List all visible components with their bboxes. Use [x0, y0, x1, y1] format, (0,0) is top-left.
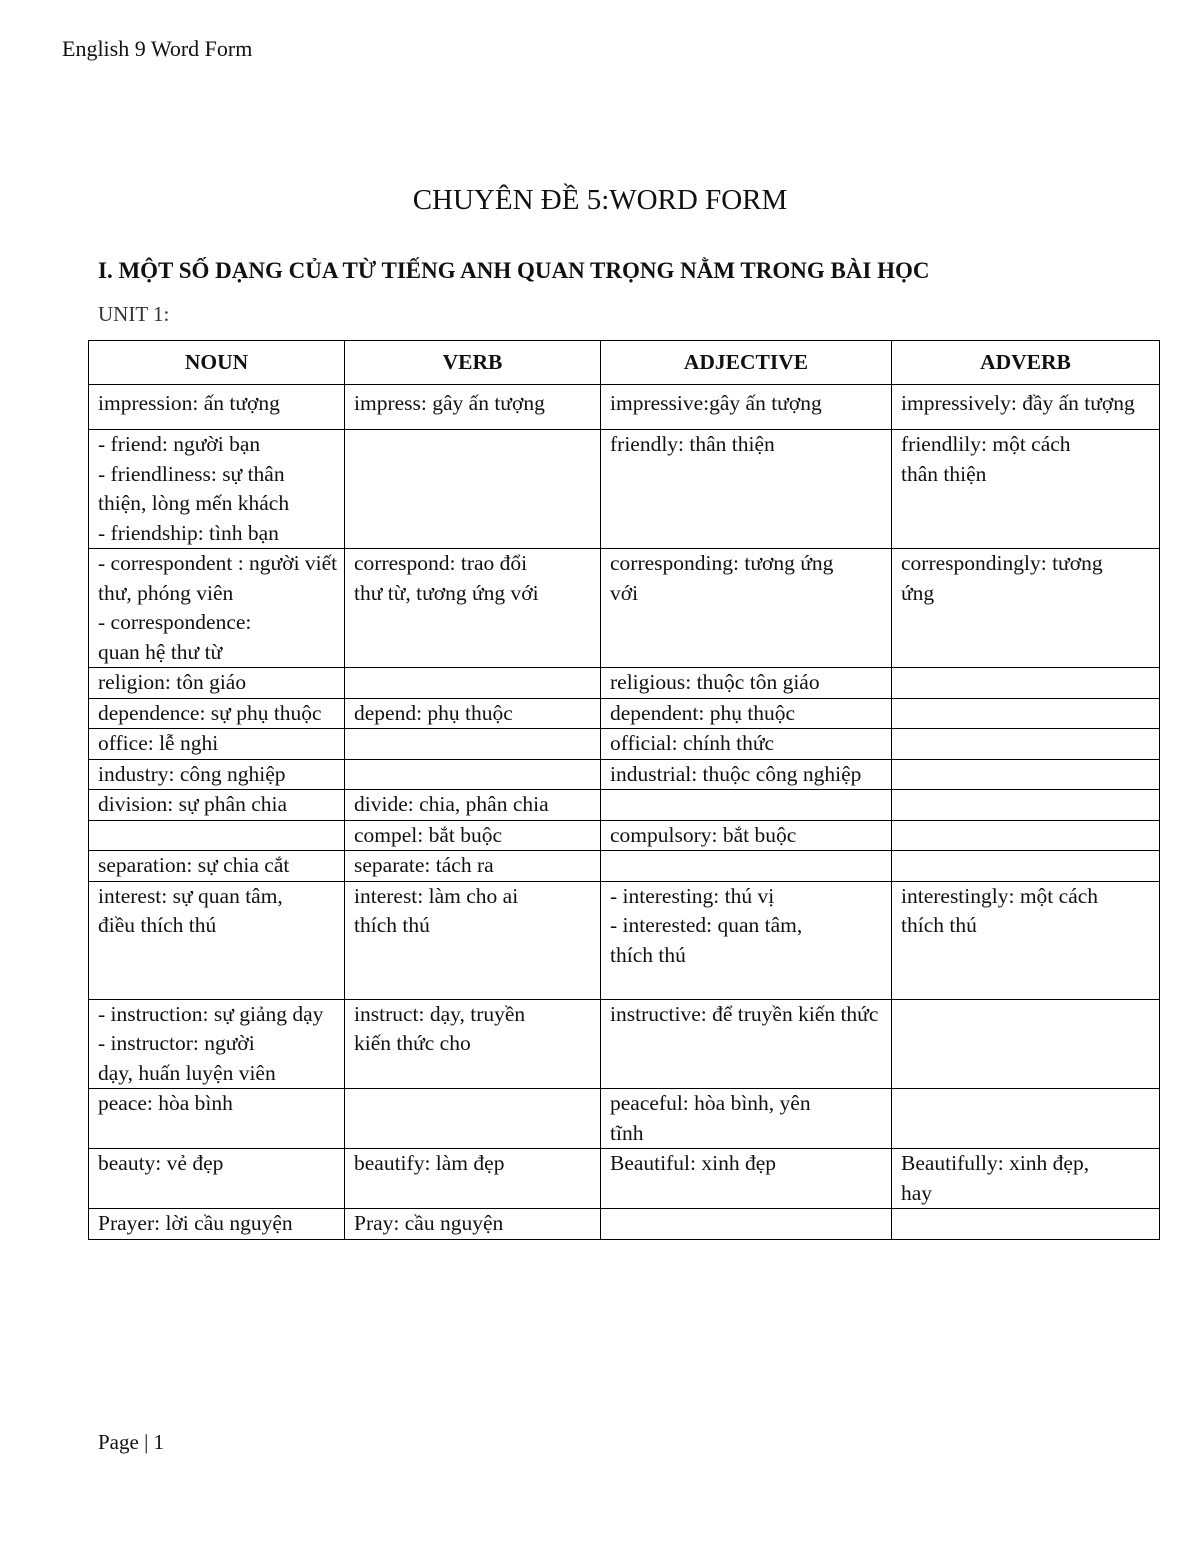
- cell-noun: [89, 759, 345, 790]
- running-header: English 9 Word Form: [62, 36, 253, 61]
- cell-verb: [345, 820, 601, 851]
- cell-adjective: [601, 820, 892, 851]
- table-row: [89, 1209, 1160, 1240]
- cell-line: friendlily: một cách: [901, 432, 1071, 456]
- cell-adjective: [601, 668, 892, 699]
- cell-noun: [89, 1209, 345, 1240]
- cell-verb: [345, 881, 601, 999]
- cell-line: interest: làm cho ai: [354, 883, 519, 908]
- cell-line: điều thích thú: [98, 913, 217, 937]
- table-row: [89, 790, 1160, 821]
- cell-noun: [89, 729, 345, 760]
- cell-adverb: [892, 1089, 1160, 1149]
- cell-noun: [89, 1149, 345, 1209]
- cell-line: - friendship: tình bạn: [98, 520, 279, 545]
- cell-line: dạy, huấn luyện viên: [98, 1060, 276, 1085]
- cell-line: correspondingly: tương: [901, 551, 1103, 575]
- cell-line: industrial: thuộc công nghiệp: [610, 761, 862, 786]
- cell-noun: [89, 549, 345, 668]
- cell-line: separate: tách ra: [354, 853, 494, 877]
- cell-line: Beautiful: xinh đẹp: [610, 1151, 776, 1175]
- table-row: [89, 698, 1160, 729]
- cell-line: - friend: người bạn: [98, 432, 261, 456]
- cell-line: thích thú: [610, 942, 686, 967]
- cell-line: industry: công nghiệp: [98, 761, 286, 786]
- cell-line: impressive:gây ấn tượng: [610, 391, 822, 415]
- cell-verb: [345, 668, 601, 699]
- unit-label: UNIT 1:: [98, 302, 170, 326]
- cell-noun: [89, 668, 345, 699]
- page-number: Page | 1: [98, 1430, 165, 1454]
- table-row: [89, 385, 1160, 430]
- cell-line: quan hệ thư từ: [98, 639, 223, 664]
- cell-line: friendly: thân thiện: [610, 432, 775, 456]
- cell-adverb: [892, 881, 1160, 999]
- cell-adjective: [601, 851, 892, 882]
- cell-adverb: [892, 1209, 1160, 1240]
- table-row: [89, 820, 1160, 851]
- table-row: [89, 668, 1160, 699]
- cell-noun: [89, 999, 345, 1089]
- cell-verb: [345, 1149, 601, 1209]
- cell-adverb: [892, 790, 1160, 821]
- cell-line: - correspondence:: [98, 610, 252, 634]
- cell-verb: [345, 1209, 601, 1240]
- cell-line: thân thiện: [901, 461, 987, 486]
- cell-line: dependent: phụ thuộc: [610, 700, 796, 725]
- cell-line: beauty: vẻ đẹp: [98, 1151, 224, 1175]
- cell-line: division: sự phân chia: [98, 792, 288, 816]
- cell-verb: [345, 698, 601, 729]
- cell-line: compulsory: bắt buộc: [610, 822, 797, 847]
- cell-adjective: [601, 430, 892, 549]
- cell-noun: [89, 698, 345, 729]
- cell-line: - interested: quan tâm,: [610, 913, 803, 937]
- cell-noun: [89, 790, 345, 821]
- cell-line: impression: ấn tượng: [98, 391, 280, 415]
- cell-line: thích thú: [901, 913, 977, 937]
- cell-line: interest: sự quan tâm,: [98, 883, 283, 908]
- cell-line: với: [610, 580, 639, 605]
- header-adjective: ADJECTIVE: [601, 341, 892, 385]
- cell-line: Beautifully: xinh đẹp,: [901, 1151, 1090, 1175]
- cell-adverb: [892, 430, 1160, 549]
- cell-line: official: chính thức: [610, 731, 775, 755]
- cell-adverb: [892, 1149, 1160, 1209]
- table-body: [89, 385, 1160, 1240]
- table-row: [89, 851, 1160, 882]
- cell-adverb: [892, 759, 1160, 790]
- cell-line: Prayer: lời cầu nguyện: [98, 1211, 293, 1235]
- table-row: [89, 881, 1160, 999]
- cell-noun: [89, 881, 345, 999]
- cell-line: thư từ, tương ứng với: [354, 580, 539, 605]
- cell-line: - interesting: thú vị: [610, 883, 775, 908]
- cell-line: compel: bắt buộc: [354, 822, 503, 847]
- section-heading: I. MỘT SỐ DẠNG CỦA TỪ TIẾNG ANH QUAN TRỌNG NẰM TRONG BÀI HỌC: [98, 258, 930, 283]
- cell-verb: [345, 999, 601, 1089]
- header-adverb: ADVERB: [892, 341, 1160, 385]
- cell-adjective: [601, 698, 892, 729]
- cell-adjective: [601, 790, 892, 821]
- header-verb: VERB: [345, 341, 601, 385]
- cell-line: peace: hòa bình: [98, 1091, 233, 1115]
- cell-adverb: [892, 851, 1160, 882]
- cell-line: instruct: dạy, truyền: [354, 1001, 526, 1026]
- cell-adverb: [892, 698, 1160, 729]
- cell-adjective: [601, 759, 892, 790]
- cell-verb: [345, 1089, 601, 1149]
- cell-adverb: [892, 999, 1160, 1089]
- document-title: CHUYÊN ĐỀ 5:WORD FORM: [412, 184, 788, 216]
- cell-adverb: [892, 668, 1160, 699]
- cell-line: beautify: làm đẹp: [354, 1151, 505, 1175]
- cell-line: religious: thuộc tôn giáo: [610, 670, 820, 694]
- header-noun: NOUN: [89, 341, 345, 385]
- cell-line: tĩnh: [610, 1120, 644, 1145]
- cell-line: thư, phóng viên: [98, 580, 234, 605]
- cell-line: - instruction: sự giảng dạy: [98, 1001, 324, 1026]
- cell-line: hay: [901, 1180, 933, 1205]
- cell-line: separation: sự chia cắt: [98, 853, 290, 877]
- cell-adverb: [892, 549, 1160, 668]
- cell-verb: [345, 729, 601, 760]
- cell-verb: [345, 851, 601, 882]
- cell-verb: [345, 790, 601, 821]
- cell-adjective: [601, 385, 892, 430]
- cell-adverb: [892, 385, 1160, 430]
- cell-line: Pray: cầu nguyện: [354, 1211, 504, 1235]
- cell-noun: [89, 820, 345, 851]
- cell-line: interestingly: một cách: [901, 883, 1099, 908]
- cell-line: peaceful: hòa bình, yên: [610, 1091, 811, 1115]
- cell-line: kiến thức cho: [354, 1031, 471, 1055]
- cell-adjective: [601, 729, 892, 760]
- cell-line: - correspondent : người viết: [98, 551, 338, 575]
- cell-line: office: lễ nghi: [98, 731, 219, 755]
- cell-verb: [345, 759, 601, 790]
- cell-adverb: [892, 820, 1160, 851]
- cell-verb: [345, 385, 601, 430]
- cell-adjective: [601, 881, 892, 999]
- cell-line: thiện, lòng mến khách: [98, 491, 290, 515]
- cell-line: depend: phụ thuộc: [354, 700, 513, 725]
- table-row: [89, 1089, 1160, 1149]
- cell-line: impressively: đầy ấn tượng: [901, 391, 1135, 415]
- cell-noun: [89, 1089, 345, 1149]
- cell-line: divide: chia, phân chia: [354, 792, 549, 816]
- cell-line: instructive: để truyền kiến thức: [610, 1001, 879, 1026]
- word-form-table: [88, 340, 1160, 1240]
- cell-line: thích thú: [354, 913, 430, 937]
- cell-noun: [89, 851, 345, 882]
- table-row: [89, 729, 1160, 760]
- cell-line: impress: gây ấn tượng: [354, 391, 545, 415]
- cell-adverb: [892, 729, 1160, 760]
- cell-noun: [89, 385, 345, 430]
- cell-line: dependence: sự phụ thuộc: [98, 700, 322, 725]
- table-header-row: [89, 341, 1160, 385]
- cell-verb: [345, 430, 601, 549]
- cell-adjective: [601, 1089, 892, 1149]
- cell-adjective: [601, 1209, 892, 1240]
- cell-verb: [345, 549, 601, 668]
- table-row: [89, 549, 1160, 668]
- cell-line: correspond: trao đổi: [354, 551, 528, 575]
- cell-line: corresponding: tương ứng: [610, 551, 834, 575]
- table-row: [89, 999, 1160, 1089]
- cell-line: - instructor: người: [98, 1031, 255, 1055]
- cell-line: religion: tôn giáo: [98, 670, 247, 694]
- table-row: [89, 1149, 1160, 1209]
- cell-adjective: [601, 1149, 892, 1209]
- cell-line: - friendliness: sự thân: [98, 461, 285, 486]
- cell-adjective: [601, 999, 892, 1089]
- table-row: [89, 759, 1160, 790]
- cell-adjective: [601, 549, 892, 668]
- table-row: [89, 430, 1160, 549]
- cell-line: ứng: [901, 580, 935, 605]
- cell-noun: [89, 430, 345, 549]
